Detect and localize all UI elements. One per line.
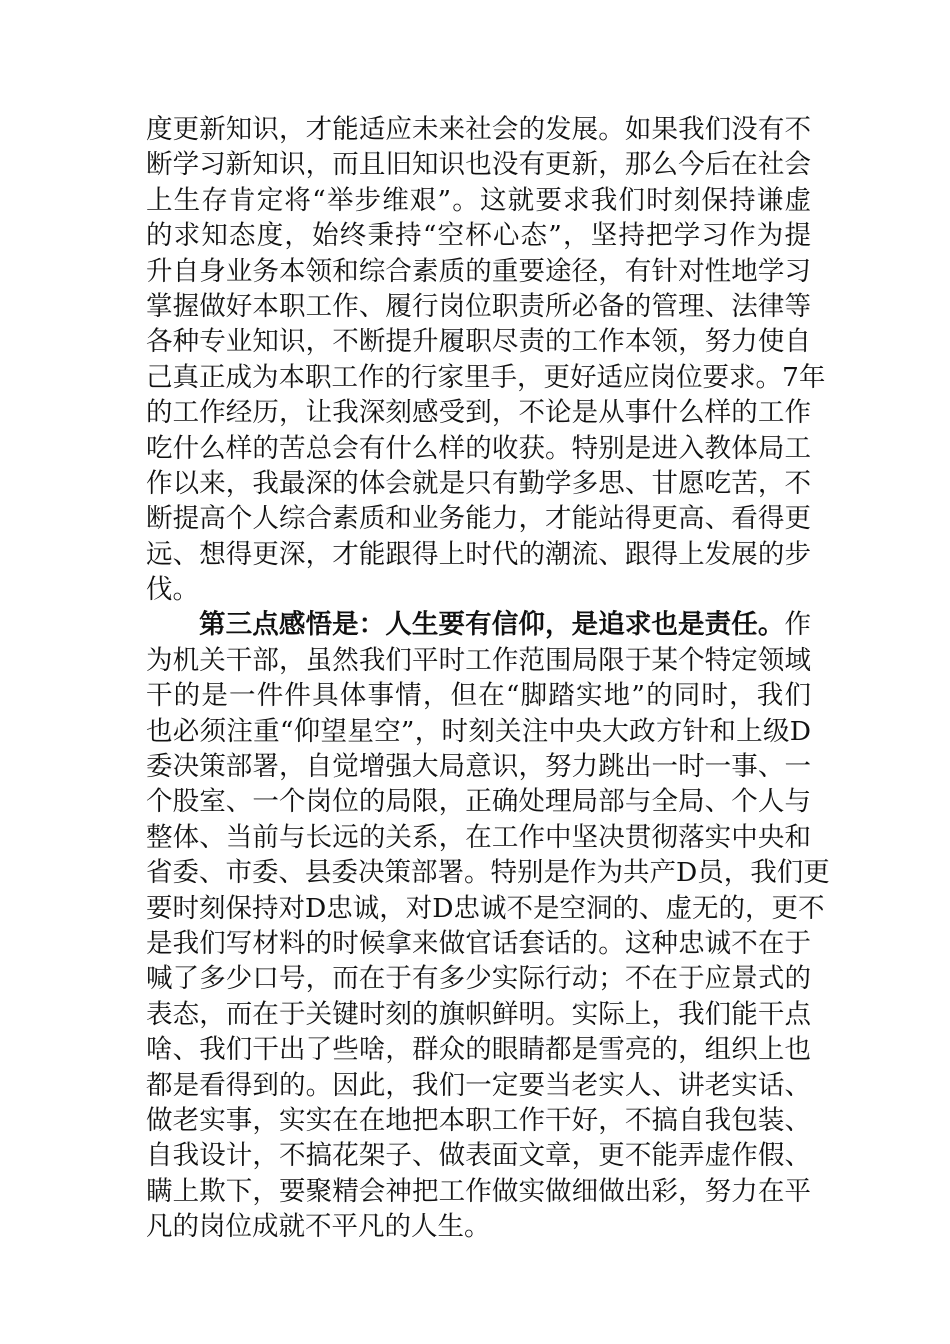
text-line: 个股室、一个岗位的局限，正确处理局部与全局、个人与 [146,786,811,818]
text-line: 整体、当前与长远的关系，在工作中坚决贯彻落实中央和 [146,821,811,853]
text-line: 委决策部署，自觉增强大局意识，努力跳出一时一事、一 [146,751,811,783]
text-line: 断学习新知识，而且旧知识也没有更新，那么今后在社会 [146,149,811,181]
text-line: 为机关干部，虽然我们平时工作范围局限于某个特定领域 [146,644,811,676]
text-line: 自我设计，不搞花架子、做表面文章，更不能弄虚作假、 [146,1140,811,1172]
paragraph-2 [146,607,830,1244]
text-line: 干的是一件件具体事情，但在“脚踏实地”的同时，我们 [146,680,811,712]
text-line: 都是看得到的。因此，我们一定要当老实人、讲老实话、 [146,1069,811,1101]
text-line: 上生存肯定将“举步维艰”。这就要求我们时刻保持谦虚 [146,184,811,216]
text-line: 省委、市委、县委决策部署。特别是作为共产D员，我们更 [146,857,830,889]
text-line: 的求知态度，始终秉持“空杯心态”，坚持把学习作为提 [146,220,811,252]
text-line: 度更新知识，才能适应未来社会的发展。如果我们没有不 [146,114,811,145]
section-heading: 第三点感悟是：人生要有信仰，是追求也是责任。 [199,609,785,641]
text-line: 做老实事，实实在在地把本职工作干好，不搞自我包装、 [146,1104,811,1136]
text-line: 是我们写材料的时候拿来做官话套话的。这种忠诚不在于 [146,927,811,959]
text-line: 伐。 [146,574,199,606]
text-line: 喊了多少口号，而在于有多少实际行动；不在于应景式的 [146,963,811,995]
heading-line-rest: 作 [784,609,811,641]
text-line: 升自身业务本领和综合素质的重要途径，有针对性地学习 [146,255,811,287]
text-line: 凡的岗位成就不平凡的人生。 [146,1211,491,1243]
text-line: 表态，而在于关键时刻的旗帜鲜明。实际上，我们能干点 [146,998,811,1030]
text-line: 也必须注重“仰望星空”，时刻关注中央大政方针和上级D [146,715,811,747]
text-line: 瞒上欺下，要聚精会神把工作做实做细做出彩，努力在平 [146,1175,811,1207]
body-text [146,112,830,1245]
text-line: 要时刻保持对D忠诚，对D忠诚不是空洞的、虚无的，更不 [146,892,825,924]
text-line: 远、想得更深，才能跟得上时代的潮流、跟得上发展的步 [146,538,811,570]
text-line: 己真正成为本职工作的行家里手，更好适应岗位要求。7年 [146,361,826,393]
paragraph-heading-line [146,607,811,642]
text-line: 的工作经历，让我深刻感受到，不论是从事什么样的工作 [146,397,811,429]
text-line: 各种专业知识，不断提升履职尽责的工作本领，努力使自 [146,326,811,358]
text-line: 作以来，我最深的体会就是只有勤学多思、甘愿吃苦，不 [146,467,811,499]
text-line: 吃什么样的苦总会有什么样的收获。特别是进入教体局工 [146,432,811,464]
text-line: 掌握做好本职工作、履行岗位职责所必备的管理、法律等 [146,290,811,322]
paragraph-1 [146,112,826,607]
text-line: 啥、我们干出了些啥，群众的眼睛都是雪亮的，组织上也 [146,1034,811,1066]
text-line: 断提高个人综合素质和业务能力，才能站得更高、看得更 [146,503,811,535]
